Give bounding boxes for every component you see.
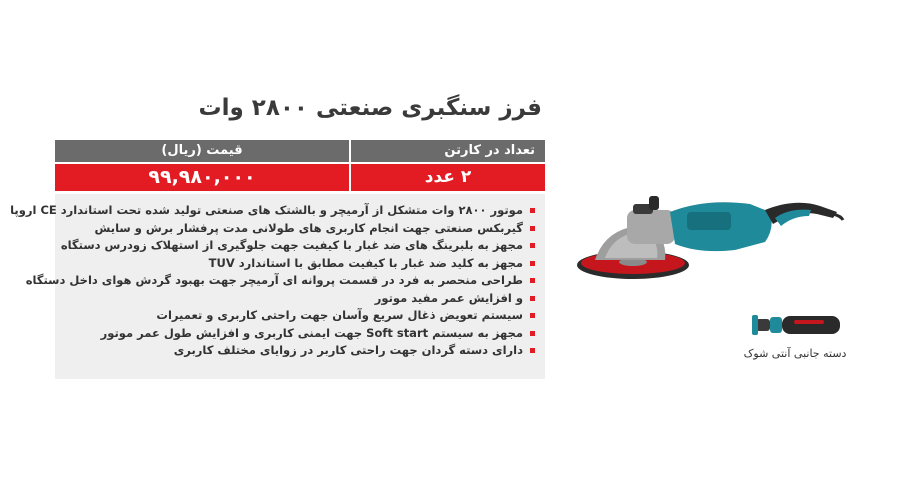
side-handle-image: [750, 305, 845, 345]
features-panel: [10, 194, 545, 379]
table-value-row: [55, 162, 545, 191]
qty-value: ۲ عدد: [351, 164, 545, 191]
feature-item: مجهز به کلید ضد غبار با کیفیت مطابق با استاندارد TUV: [65, 255, 535, 273]
feature-item: مجهز به سیستم Soft start جهت ایمنی کاربری و افزایش طول عمر موتور: [65, 325, 535, 343]
feature-item: سیستم تعویض ذغال سریع وآسان جهت راحتی کاربری و تعمیرات: [65, 307, 535, 325]
product-title: فرز سنگبری صنعتی ۲۸۰۰ وات: [198, 95, 542, 121]
feature-item: گیربکس صنعتی جهت انجام کاربری های طولانی مدت پرفشار برش و سایش: [65, 220, 535, 238]
feature-item: موتور ۲۸۰۰ وات متشکل از آرمیچر و بالشتک های صنعتی تولید شده تحت استاندارد CE اروپا: [65, 202, 535, 220]
spec-table: [10, 140, 545, 379]
feature-item: و افزایش عمر مفید موتور: [65, 290, 535, 308]
table-header-row: [55, 140, 545, 162]
feature-item: طراحی منحصر به فرد در قسمت پروانه ای آرمیچر جهت بهبود گردش هوای داخل دستگاه: [65, 272, 535, 290]
angle-grinder-image: [575, 190, 845, 300]
features-list: [10, 202, 535, 360]
price-value: ۹۹,۹۸۰,۰۰۰: [55, 164, 349, 191]
qty-header: تعداد در کارتن: [351, 140, 545, 162]
price-header: قیمت (ریال): [55, 140, 349, 162]
feature-item: مجهز به بلبرینگ های ضد غبار با کیفیت جهت جلوگیری از استهلاک زودرس دستگاه: [65, 237, 535, 255]
side-handle-caption: دسته جانبی آنتی شوک: [743, 347, 847, 360]
feature-item: دارای دسته گردان جهت راحتی کاربر در زوایای مختلف کاربری: [65, 342, 535, 360]
